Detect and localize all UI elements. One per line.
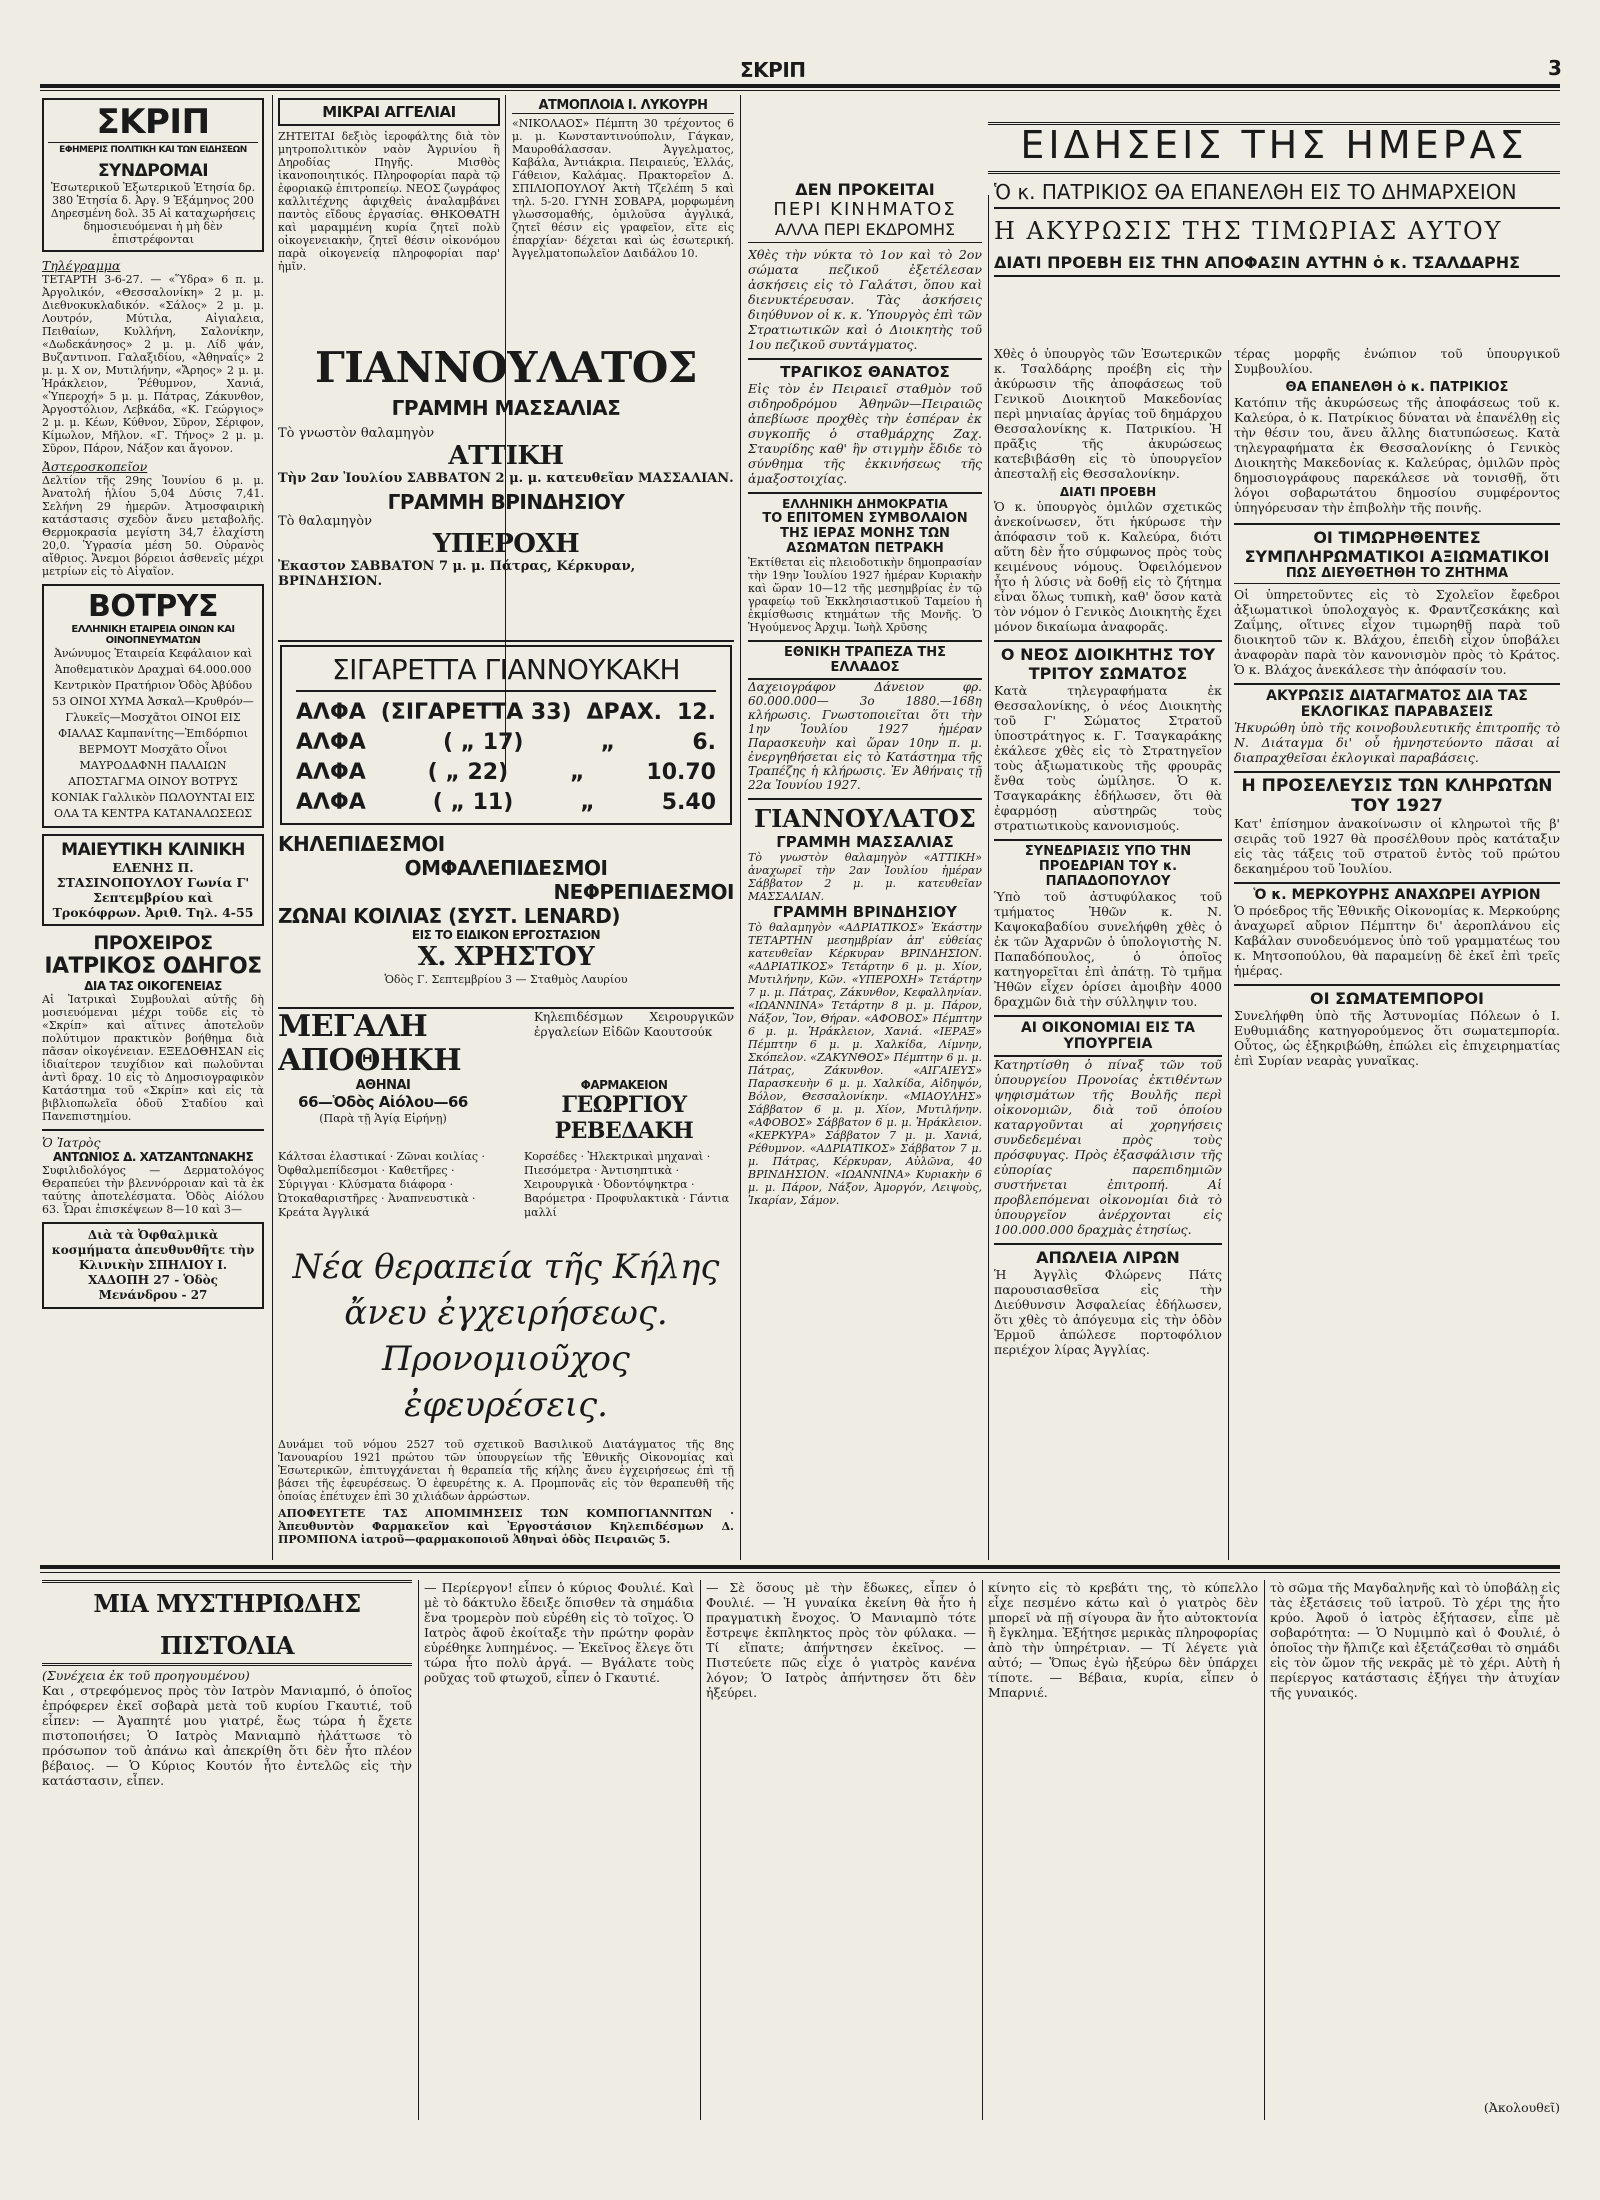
astro-head: Ἀστεροσκοπεῖον (42, 459, 148, 474)
patrikios-headlines (994, 180, 1560, 345)
cure-footer: ΑΠΟΦΕΥΓΕΤΕ ΤΑΣ ΑΠΟΜΙΜΗΣΕΙΣ ΤΩΝ ΚΟΜΠΟΓΙΑΝΝΙΤΩΝ · Ἀπευθυντὸν Φαρμακεῖον καὶ Ἐργοστάσιον Κηλεπιδέσμων Δ. ΠΡΟΜΠΟΝΑ ἰατροῦ—φαρμακοποιοῦ Ἀθηναὶ ὁδὸς Πειραιῶς 5. (278, 1507, 734, 1546)
store-lists (278, 1150, 734, 1220)
col-rule (272, 95, 273, 1560)
cig-unit: „ (580, 790, 595, 815)
c7-h5: Ὁ κ. ΜΕΡΚΟΥΡΗΣ ΑΝΑΧΩΡΕΙ ΑΥΡΙΟΝ (1234, 882, 1560, 903)
c5-h2: ΠΕΡΙ ΚΙΝΗΜΑΤΟΣ (773, 199, 957, 220)
store-ad (278, 1010, 734, 1560)
c5-h4: ΤΡΑΓΙΚΟΣ ΘΑΝΑΤΟΣ (748, 358, 982, 381)
c6-h6: Ο ΝΕΟΣ ΔΙΟΙΚΗΤΗΣ ΤΟΥ ΤΡΙΤΟΥ ΣΩΜΑΤΟΣ (994, 640, 1222, 683)
doctor-head: Ὁ Ἰατρὸς (42, 1135, 101, 1150)
cig-price: 12. (676, 700, 716, 725)
c7-t4: Ὁ πρόεδρος τῆς Ἐθνικῆς Οἰκονομίας κ. Μερκούρης ἀναχωρεῖ αὔριον Πέμπτην δι' ἀεροπλάνου εἰς Καβάλαν συνοδευόμενος ὑπὸ τοῦ γραμματέως του κ. Μητσοπούλου, θὰ παραμείνῃ δὲ ἐκεῖ ἐπὶ τρεῖς ἡμέρας. (1234, 903, 1560, 978)
page-number: 3 (1548, 56, 1562, 80)
guide-title2: ΙΑΤΡΙΚΟΣ ΟΔΗΓΟΣ (44, 954, 262, 979)
serial-c5: τὸ σῶμα τῆς Μαγδαληνῆς καὶ τὸ ὑποβάλῃ εἰς τὰς ἐξετάσεις τοῦ ἰατροῦ. Τὸ χέρι της ἦτο κρύο. Ἀφοῦ ὁ ἰατρὸς ἐξήτασεν, εἶπε μὲ σοβαρότητα: — Ὁ Νυμιμπὸ καὶ ὁ Φουλιέ, ὁ ὁποῖος τὴν ἤλπιζε καὶ ἐξετάζεσθαι τὸ σημάδι εἰς τὸν ὤμον τῆς νεκρᾶς μὲ τὸ χέρι. Αὐτὴ ἡ περίεργος κατάστασις ἐξήγει τὴν ἀτυχίαν τῆς γυναικός. (1270, 1580, 1560, 1700)
cig-price: 5.40 (661, 790, 716, 815)
astro-text: Δελτίον τῆς 29ης Ἰουνίου 6 μ. μ. Ἀνατολή ἡλίου 5,04 Δύσις 7,41. Σελήνη 29 ἡμερῶν. Ἀτμοσφαιρικὴ κατάστασις σχεδὸν ἄνευ μεταβολῆς. Θερμοκρασία μεγίστη 34,7 ἐλαχίστη 20,0. Ὑγρασία μέση 50. Οὐρανὸς αἴθριος. Ἄνεμοι βόρειοι ἀσθενεῖς μέχρι μετρίων εἰς τὸ Αἰγαῖον. (42, 474, 264, 578)
serial-c3: — Σὲ ὅσους μὲ τὴν ἔδωκες, εἶπεν ὁ Φουλιέ. — Ἡ γυναίκα ἐκείνη θὰ ἦτο ἡ πραγματικὴ ἔνοχος. Ὁ Μανιαμπὸ τότε ἔστρεψε ἐκπληκτος πρὸς τὸν φύλακα. — Τί εἴπατε; ἀπήντησεν ἐκεῖνος. — Πιστεύετε πῶς εἶχε ὁ γιατρὸς κανένα λόγον; Ὁ Ιατρὸς ἀπήντησεν ὅτι δὲν ἠξεύρει. (706, 1580, 976, 1700)
col-rule (982, 1580, 983, 2120)
weather-text: ΤΕΤΑΡΤΗ 3-6-27. — «Ὕδρα» 6 π. μ. Ἀργολικόν, «Θεσσαλονίκη» 2 μ. μ. Διεθνοκυκλαδικόν. «Σάλος» 2 μ. μ. Λουτρόν, Μύτιλα, Αἰγιαλεια, Πειθαίων, Κυλλήνη, Σαλονίκην, «Δωδεκάνησος» 2 μ. μ. Λίδ ψάν, Βυζαντινοπ. Γαλαξιδίου, «Ἀθηναΐς» 2 μ. μ. Χ ον, Μυτιλήνην, «Ἄρηος» 2 μ. μ. Ἡράκλειον, Ῥέθυμνον, Χανιά, «Ὑπεροχή» 5 μ. μ. Πάτρας, Ζάκυνθον, Ἀργοστόλιον, Λεβκάδα, «Κ. Γεώργιος» 2 μ. μ. Κέων, Κύθνον, Σῦρον, Σέριφον, Κίμωλον, Μῆλον. «Γ. Τήνος» 2 μ. μ. Σῦρον, Πάρον, Νάξον και ἄγονον. (42, 273, 264, 455)
c5-g-line2: ΓΡΑΜΜΗ ΒΡΙΝΔΗΣΙΟΥ (773, 903, 957, 921)
cig-name: ΑΛΦΑ (296, 730, 366, 755)
doctor-text: Συφιλιδολόγος — Δερματολόγος Θεραπεύει τὴν βλεννόρροιαν καὶ τὰ ἐκ ταύτης ἀποτελέσματα. Ὁδὸς Αἰόλου 63. Ὧραι ἐπισκέψεων 8—10 καὶ 3— (42, 1164, 264, 1216)
belts-l1: ΚΗΛΕΠΙΔΕΣΜΟΙ (278, 832, 445, 856)
serial-c4: κίνητο εἰς τὸ κρεβάτι της, τὸ κύπελλο εἶχε πεσμένο κάτω καὶ ὁ γιατρὸς δὲν μπορεῖ νὰ πῇ σίγουρα ἂν ἦτο αὐτοκτονία ἢ ἔγκλημα. Ἐξήτησε μερικὰς πληροφορίας ἀπὸ τὴν ὑπηρέτριαν. — Τί λέγετε γιὰ αὐτό; — Ὅπως ἐγὼ ἠξεύρω δὲν ὑπάρχει τίποτε. — Βέβαια, κυρία, εἶπεν ὁ Μπαρνιέ. (988, 1580, 1258, 1700)
cig-row (296, 758, 716, 788)
store-pharm-name: ΓΕΩΡΓΙΟΥ ΡΕΒΕΔΑΚΗ (554, 1092, 694, 1144)
news-banner (748, 110, 1560, 180)
c5-t1: Χθὲς τὴν νύκτα τὸ 1ον καὶ τὸ 2ον σώματα πεζικοῦ ἐξετέλεσαν ἀσκήσεις εἰς τὸ Γαλάτσι, ὅπου καὶ διενυκτέρευσαν. Τὰς ἀσκήσεις διηύθυνον οἱ κ. κ. Ὑπουργὸς ἐπὶ τῶν Στρατιωτικῶν καὶ ὁ Διοικητὴς τοῦ 1ου πεζικοῦ συντάγματος. (748, 247, 982, 352)
belts-l5: ΕΙΣ ΤΟ ΕΙΔΙΚΟΝ ΕΡΓΟΣΤΑΣΙΟΝ (411, 928, 601, 942)
col3 (512, 98, 734, 338)
c5-g-title: ΓΙΑΝΝΟΥΛΑΤΟΣ (748, 798, 982, 833)
cig-count: ( „ 11) (432, 790, 514, 815)
belts-l6: Χ. ΧΡΗΣΤΟΥ (417, 942, 595, 972)
page-header (0, 50, 1600, 100)
small-ads-title: ΜΙΚΡΑΙ ΑΓΓΕΛΙΑΙ (278, 98, 500, 126)
serial-col1 (42, 1668, 412, 2118)
belts-l3: ΝΕΦΡΕΠΙΔΕΣΜΟΙ (553, 880, 734, 904)
clinic-ad (42, 834, 264, 926)
gian-text1: Τὸ γνωστὸν θαλαμηγὸν (278, 426, 435, 441)
gian-text2: Τὴν 2αν Ἰουλίου ΣΑΒΒΑΤΟΝ 2 μ. μ. κατευθεῖαν ΜΑΣΣΑΛΙΑΝ. (278, 471, 734, 486)
c6-h4: ΔΙΑΤΙ ΠΡΟΕΒΗ (1059, 485, 1157, 499)
gian-title: ΓΙΑΝΝΟΥΛΑΤΟΣ (314, 343, 698, 392)
c5-h3: ΑΛΛΑ ΠΕΡΙ ΕΚΔΡΟΜΗΣ (748, 220, 982, 243)
subs-title: ΣΥΝΔΡΟΜΑΙ (97, 161, 209, 181)
guide-title1: ΠΡΟΧΕΙΡΟΣ (93, 932, 213, 954)
small-ads-text: ΖΗΤΕΙΤΑΙ δεξιὸς ἱεροφάλτης διὰ τὸν μητροπολιτικὸν ναὸν Ἀγρινίου ἢ Δηροδίας Πηγῆς. Μισθὸς ἱκανοποιητικός. Πληροφορίαι παρὰ τῷ ἐφοριακῷ ἐπιτροπείῳ. ΝΕΟΣ ζωγράφος καλλιτέχνης ἀφιχθεὶς ἀναλαμβάνει παντὸς εἴδους ἐργασίας. ΘΗΚΟΘΑΤΗ καὶ μαραμμένη κυρία ζητεῖ πολὺ οἰκογενειακὴν, ζητεῖ θέσιν οἰκονόμου παρὰ οἰκογενείᾳ πληροφορίαι παρ' ἡμῖν. (278, 130, 500, 273)
store-pharm-block (514, 1078, 734, 1144)
guide-title3: ΔΙΑ ΤΑΣ ΟΙΚΟΓΕΝΕΙΑΣ (84, 979, 222, 993)
col-rule (700, 1580, 701, 2120)
c6-t5: Κατὰ τηλεγραφήματα ἐκ Θεσσαλονίκης, ὁ νέος Διοικητὴς τοῦ Γ' Σώματος Στρατοῦ ὑποστράτηγος κ. Γ. Τσαγκαράκης ἐκάλεσε χθὲς εἰς τὸ Στρατηγεῖον τοὺς ἀξιωματικοὺς τῆς φρουρᾶς ἔνθα τοὺς ὡμίλησε. Ὁ κ. Τσαγκαράκης ἐδήλωσεν, ὅτι θὰ ἐφαρμόσῃ αὐστηρῶς τοὺς στρατιωτικοὺς κανονισμούς. (994, 683, 1222, 833)
cig-count: (ΣΙΓΑΡΕΤΤΑ 33) (380, 700, 572, 725)
cig-row (296, 698, 716, 728)
c6-h8: ΑΙ ΟΙΚΟΝΟΜΙΑΙ ΕΙΣ ΤΑ ΥΠΟΥΡΓΕΙΑ (994, 1015, 1222, 1057)
chemist-ad (42, 1222, 264, 1309)
c7-h2: ΠΩΣ ΔΙΕΥΘΕΤΗΘΗ ΤΟ ΖΗΤΗΜΑ (1234, 566, 1560, 584)
serial-banner (42, 1580, 412, 1666)
gian-ship1: ΑΤΤΙΚΗ (448, 441, 564, 471)
belts-l7: Ὁδὸς Γ. Σεπτεμβρίου 3 — Σταθμὸς Λαυρίου (384, 973, 628, 986)
gian-text3: Τὸ θαλαμηγὸν (278, 514, 372, 529)
logo: ΣΚΡΙΠ (96, 102, 210, 142)
steamship-title: ΑΤΜΟΠΛΟΪΑ Ι. ΛΥΚΟΥΡΗ (512, 98, 734, 114)
store-big: ΜΕΓΑΛΗ ΑΠΟΘΗΚΗ (278, 1010, 462, 1078)
c6-h1: Ὁ κ. ΠΑΤΡΙΚΙΟΣ ΘΑ ΕΠΑΝΕΛΘΗ ΕΙΣ ΤΟ ΔΗΜΑΡΧΕΙΟΝ (994, 180, 1560, 209)
cig-count: ( „ 17) (442, 730, 524, 755)
c6-h2: Η ΑΚΥΡΩΣΙΣ ΤΗΣ ΤΙΜΩΡΙΑΣ ΑΥΤΟΥ (994, 217, 1503, 245)
cig-price: 10.70 (646, 760, 716, 785)
c5-h1: ΔΕΝ ΠΡΟΚΕΙΤΑΙ (795, 180, 935, 199)
clinic-title: ΜΑΙΕΥΤΙΚΗ ΚΛΙΝΙΚΗ (61, 840, 245, 860)
c7-t2: Ἠκυρώθη ὑπὸ τῆς κοινοβουλευτικῆς ἐπιτροπῆς τὸ Ν. Διάταγμα δι' οὗ ἠμνηστεύοντο πᾶσαι αἱ διαπραχθεῖσαι ἐκλογικαὶ παραβάσεις. (1234, 720, 1560, 765)
store-desc: Κηλεπιδέσμων Χειρουργικῶν ἐργαλείων Εἰδῶν Καουτσούκ (534, 1010, 734, 1039)
belts-l2: ΟΜΦΑΛΕΠΙΔΕΣΜΟΙ (404, 856, 608, 880)
c6-h7: ΣΥΝΕΔΡΙΑΣΙΣ ΥΠΟ ΤΗΝ ΠΡΟΕΔΡΙΑΝ ΤΟΥ κ. ΠΑΠΑΔΟΠΟΥΛΟΥ (994, 839, 1222, 889)
col-rule (988, 195, 989, 1560)
cig-name: ΑΛΦΑ (296, 790, 366, 815)
c7-h4: Η ΠΡΟΣΕΛΕΥΣΙΣ ΤΩΝ ΚΛΗΡΩΤΩΝ ΤΟΥ 1927 (1234, 771, 1560, 816)
c5-g-t1: Τὸ γνωστὸν θαλαμηγὸν «ΑΤΤΙΚΗ» ἀναχωρεῖ τὴν 2αν Ἰουλίου ἡμέραν Σάββατον 2 μ. μ. κατευθεῖαν ΜΑΣΣΑΛΙΑΝ. (748, 851, 982, 903)
banner-title: ΕΙΔΗΣΕΙΣ ΤΗΣ ΗΜΕΡΑΣ (1020, 123, 1528, 167)
store-city: ΑΘΗΝΑΙ (355, 1078, 411, 1093)
c6-t2: Ὁ κ. ὑπουργὸς ὁμιλῶν σχετικῶς ἀνεκοίνωσεν, ὅτι ἡκύρωσε τὴν ἀπόφασιν τοῦ κ. Καλεύρα, διότι αὕτη δὲν ἦτο σύμφωνος πρὸς τοὺς κειμένους νόμους. Ὀφειλόμενον ἦτο ἡ λύσις νὰ δοθῇ εἰς τὸ ζήτημα εἶναι ὅλως τυπικὴ, καθ' ὅσον κατὰ τὸν νόμον ὁ Γενικὸς Διοικητὴς ἔχει μόνον δικαίωμα ἀναφορᾶς. (994, 499, 1222, 634)
store-pharm: ΦΑΡΜΑΚΕΙΟΝ (580, 1078, 668, 1092)
store-subheader (278, 1078, 734, 1144)
doctor-ad (42, 1129, 264, 1216)
c6-h5: ΘΑ ΕΠΑΝΕΛΘΗ ὁ κ. ΠΑΤΡΙΚΙΟΣ (1285, 380, 1509, 395)
serial-cont: (Συνέχεια ἐκ τοῦ προηγουμένου) (42, 1668, 250, 1683)
c6-t3: τέρας μορφῆς ἐνώπιον τοῦ ὑπουργικοῦ Συμβουλίου. (1234, 346, 1560, 376)
c6-t6: Ὑπὸ τοῦ ἀστυφύλακος τοῦ τμήματος Ἠθῶν κ. Ν. Καψοκαβαδίου συνελήφθη χθὲς ὁ ἐκ τῶν Ἀχαρνῶν ὁ ὑπολογιστὴς Ν. Παπαδόπουλος, ὁ ὁποῖος κατηγορεῖται ἐπὶ ἀπάτῃ. Τὸ τμῆμα Ἠθῶν εἶχεν ὁρίσει ἀμοιβὴν 4000 δραχμῶν διὰ τὴν σύλληψιν του. (994, 889, 1222, 1009)
col5 (748, 180, 982, 1560)
c7-h6: ΟΙ ΣΩΜΑΤΕΜΠΟΡΟΙ (1234, 984, 1560, 1008)
guide-text: Αἱ Ἰατρικαὶ Συμβουλαὶ αὐτῆς δὴ μοσιευόμεναι μέχρι τοῦδε εἰς τὸ «Σκρίπ» καὶ αἵτινες ἀποτελοῦν πολύτιμον πρακτικὸν βοήθημα διὰ πᾶσαν οἰκογένειαν. ΕΞΕΔΟΘΗΣΑΝ εἰς ἰδιαίτερον τευχίδιον καὶ πωλοῦνται ἀντὶ δραχ. 10 εἰς τὸ Δημοσιογραφικὸν Κατάστημα τοῦ «Σκρίπ» καὶ εἰς τὰ βιβλιοπωλεῖα ὁδοῦ Σταδίου καὶ Πανεπιστημίου. (42, 993, 264, 1123)
col6 (994, 180, 1222, 1560)
cig-price: 6. (692, 730, 716, 755)
belts-l4: ΖΩΝΑΙ ΚΟΙΛΙΑΣ (ΣΥΣΤ. LENARD) (278, 904, 621, 928)
serial-rule (40, 1565, 1560, 1569)
serial-c1: Και , στρεφόμενος πρὸς τὸν Ιατρὸν Μανιαμπό, ὁ ὁποῖος ἐπρόφερεν ἐκεῖ σοβαρὰ μετὰ τοῦ κυρίου Γκαυτιέ, τοῦ εἶπεν: — Ἀγαπητέ μου γιατρέ, ἔως τώρα ἡ ἔχετε πιστοποιήσει; Ὁ Ιατρὸς Μανιαμπὸ ἠλάττωσε τὸ πρόσωπον τοῦ ἀπάνω καὶ ἀπεκρίθη ὅτι δὲν ἦτο πλέον βέβαιος. — Ὁ Κύριος Κουτόν ἦτο ἐντελῶς εἰς τὴν κατάστασιν, εἶπεν. (42, 1683, 412, 1788)
botrys-title: ΒΟΤΡΥΣ (87, 589, 219, 624)
giannoulatos-ad (278, 340, 734, 642)
serial-col2 (424, 1580, 694, 2120)
cig-title: ΣΙΓΑΡΕΤΤΑ ΓΙΑΝΝΟΥΚΑΚΗ (296, 653, 716, 692)
cig-name: ΑΛΦΑ (296, 760, 366, 785)
c6-h9: ΑΠΩΛΕΙΑ ΛΙΡΩΝ (994, 1243, 1222, 1267)
c6-t7: Κατηρτίσθη ὁ πίναξ τῶν τοῦ ὑπουργείου Προνοίας ἐκτιθέντων ψηφισμάτων τῆς Βουλῆς περὶ οἰκονομιῶν, διὰ τοῦ ὁποίου καταργοῦνται αἱ χορηγήσεις συνδεδεμέναι πρὸς τοὺς πρόσφυγας. Πρὸς ἐξασφάλισιν τῆς εὐπορίας παρεπιδημιῶν συστήνεται ἐπιτροπή. Αἱ προβλεπόμεναι οἰκονομίαι διὰ τὸ ὑπουργεῖον ἀνέρχονται εἰς 100.000.000 δραχμὰς ἐτησίως. (994, 1057, 1222, 1237)
cig-unit: „ (570, 760, 585, 785)
continued-note: (Ἀκολουθεῖ) (1483, 2100, 1560, 2115)
store-list-left: Κάλτσαι ἐλαστικαί · Ζῶναι κοιλίας · Ὀφθαλμεπίδεσμοι · Καθετῆρες · Σύριγγαι · Κλύσματα διάφορα · Ὠτοκαθαριστῆρες · Ἀναπνευστικὰ · Κρεάτα Ἀγγλικά (278, 1150, 485, 1219)
botrys-sub: ΕΛΛΗΝΙΚΗ ΕΤΑΙΡΕΙΑ ΟΙΝΩΝ ΚΑΙ ΟΙΝΟΠΝΕΥΜΑΤΩΝ (71, 624, 235, 646)
header-rule-thin (40, 90, 1560, 91)
c5-h7: ΕΘΝΙΚΗ ΤΡΑΠΕΖΑ ΤΗΣ ΕΛΛΑΔΟΣ (748, 640, 982, 680)
store-address-block (278, 1078, 488, 1144)
store-header (278, 1010, 734, 1078)
clinic-text: ΕΛΕΝΗΣ Π. ΣΤΑΣΙΝΟΠΟΥΛΟΥ Γωνία Γ' Σεπτεμβρίου καὶ Τροκόφρων. Ἀριθ. Τηλ. 4-55 (52, 860, 254, 920)
col-rule (418, 1580, 419, 2120)
doctor-name: ΑΝΤΩΝΙΟΣ Δ. ΧΑΤΖΑΝΤΩΝΑΚΗΣ (52, 1150, 254, 1164)
masthead-name: ΣΚΡΙΠ (740, 58, 806, 82)
c6-t1: Χθὲς ὁ ὑπουργὸς τῶν Ἐσωτερικῶν κ. Τσαλδάρης προέβη εἰς τὴν ἀκύρωσιν τῆς ἀποφάσεως τοῦ Γενικοῦ Διοικητοῦ Μακεδονίας περὶ μηνιαίας ἀργίας τοῦ δημάρχου Θεσσαλονίκης κ. Πατρικίου. Ἡ πρᾶξις τῆς ἀκυρώσεως κατεβιβάσθη εἰς τὸ ὑπουργεῖον ἀπεσταλῇ εἰς Θεσσαλονίκην. (994, 346, 1222, 481)
c6-t8: Ἡ Ἀγγλὶς Φλώρενς Πάτς παρουσιασθεῖσα εἰς τὴν Διεύθυνσιν Ἀσφαλείας ἐδήλωσεν, ὅτι χθὲς τὸ ἀπόγευμα εἰς τὴν ὁδὸν Ἐρμοῦ ἀπώλεσε πορτοφόλιον περιέχον λίρας Ἀγγλίας. (994, 1267, 1222, 1357)
c7-t3: Κατ' ἐπίσημον ἀνακοίνωσιν οἱ κληρωτοὶ τῆς β' σειρᾶς τοῦ 1927 θὰ προσέλθουν πρὸς κατάταξιν εἰς τὰς τάξεις τοῦ στρατοῦ ἐντὸς τοῦ πρώτου δεκαημέρου τοῦ Ἰουλίου. (1234, 816, 1560, 876)
store-list-right: Κορσέδες · Ἠλεκτρικαὶ μηχαναὶ · Πιεσόμετρα · Ἀντισηπτικὰ · Χειρουργικὰ · Ὀδοντόψηκτρα · Βαρόμετρα · Προφυλακτικὰ · Γάντια μαλλί (524, 1150, 730, 1219)
guide-ad (42, 932, 264, 1123)
subs-text: Ἐσωτερικοῦ Ἐξωτερικοῦ Ἐτησία δρ. 380 Ἐτησία δ. Ἀργ. 9 Ἑξάμηνος 200 Δηρεσμένη δολ. 35 Αἱ καταχωρήσεις δημοσιευόμεναι ἡ μὴ δὲν ἐπιστρέφονται (50, 181, 256, 246)
steamship-text: «ΝΙΚΟΛΑΟΣ» Πέμπτη 30 τρέχοντος 6 μ. μ. Κωνσταντινούπολιν, Γάγκαν, Μαυροθάλασσαν. Ἀγγελματος, Καβάλα, Ἀντιάκρια. Πειραιεύς, Ἑλλάς, Γάθειον, Καλάμας. Πρακτορεῖον Δ. ΣΠΙΛΙΟΠΟΥΛΟΥ Ἀκτὴ Τζελέπη 5 καὶ τηλ. 5-20. ΓΥΝΗ ΣΟΒΑΡΑ, μορφωμένη γλωσσομαθής, ὁμιλοῦσα ἀγγλικά, ζητεῖ θέσιν εἰς γραφεῖον, εἴτε εἰς ἐπαρχίαν· δέχεται καὶ ὡς ἐσωτερική. Ἀγγελματοπωλεῖον Δαιδάλου 10. (512, 117, 734, 260)
cig-unit: „ (600, 730, 616, 755)
c5-h5: ΕΛΛΗΝΙΚΗ ΔΗΜΟΚΡΑΤΙΑ (748, 492, 982, 511)
chemist-text: Διὰ τὰ Ὀφθαλμικὰ κοσμήματα ἀπευθυνθῆτε τὴν Κλινικὴν ΣΠΗΛΙΟΥ Ι. ΧΑΔΟΠΗ 27 - Ὁδὸς Μενάνδρου - 27 (51, 1228, 255, 1302)
cure-block (278, 1244, 734, 1428)
belts-ad (278, 832, 734, 1009)
c5-t2: Εἰς τὸν ἐν Πειραιεῖ σταθμὸν τοῦ σιδηροδρόμου Ἀθηνῶν—Πειραιῶς ἀπεβίωσε προχθὲς τὴν ἑσπέραν ἐκ συγκοπῆς ὁ σταθμάρχης Ζαχ. Σταυρίδης καθ' ἣν στιγμὴν ἔδιδε τὸ σύνθημα τῆς ἐκκινήσεως τῆς ἁμαξοστοιχίας. (748, 381, 982, 486)
c5-t3: Ἐκτίθεται εἰς πλειοδοτικὴν δημοπρασίαν τὴν 19ην Ἰουλίου 1927 ἡμέραν Κυριακὴν καὶ ὥραν 10—12 τῆς μεσημβρίας ἐν τῷ γραφείῳ τοῦ Ἐκκλησιαστικοῦ Ταμείου ἡ ἐκμίσθωσις κτημάτων τῆς Μονῆς. Ὁ Ἡγούμενος Ἀρχιμ. Ἰωὴλ Χρῦσης (748, 556, 982, 634)
serial-col4 (988, 1580, 1258, 2120)
c6-t4: Κατόπιν τῆς ἀκυρώσεως τῆς ἀποφάσεως τοῦ κ. Καλεύρα, ὁ κ. Πατρίκιος δύναται νὰ ἐπανέλθῃ εἰς τὴν θέσιν του, ἄνευ ἄλλης διατυπώσεως. Κατὰ τηλεγραφήματα ἐκ Θεσσαλονίκης ὁ Γενικὸς Διοικητὴς Μακεδονίας κ. Καλεύρας, ὁμιλῶν πρὸς δημοσιογράφους παρεκάλεσε νὰ τονισθῇ, ὅτι λόγοι σοβαρωτάτου δημοσίου συμφέροντος ὑπηγόρευσαν τὴν ἐπιβολὴν τῆς ποινῆς. (1234, 395, 1560, 515)
cig-row (296, 788, 716, 818)
col-rule (1228, 360, 1229, 1560)
serial-c2: — Περίεργον! εἶπεν ὁ κύριος Φουλιέ. Καὶ μὲ τὸ δάκτυλο ἔδειξε ὅπισθεν τὰ σημάδια ἔνα τρομερὸν ποὺ εὑρέθη εἰς τὸ τοῖχος. Ὁ Ιατρὸς ἄφοῦ ἐκοίταξε τὴν πρώτην φορὰν εὑρέθηκε λυπημένος. — Ἐκεῖνος ἔλεγε ὅτι τώρα ἦτο πολὺ ἀργά. — Βγάλατε τοὺς ροῦχας τοῦ φτωχοῦ, εἶπεν ὁ Γκαυτιέ. (424, 1580, 694, 1685)
cure1: Νέα θεραπεία τῆς Κήλης (292, 1247, 720, 1287)
cig-name: ΑΛΦΑ (296, 700, 366, 725)
gian-text4: Ἐκαστον ΣΑΒΒΑΤΟΝ 7 μ. μ. Πάτρας, Κέρκυραν, ΒΡΙΝΔΗΣΙΟΝ. (278, 559, 636, 589)
col-rule (1264, 1580, 1265, 2120)
c7-t5: Συνελήφθη ὑπὸ τῆς Ἀστυνομίας Πόλεων ὁ Ι. Ευθυμιάδης κατηγορούμενος ὅτι σωματεμπορία. Οὗτος, ὡς ἐξηκριβώθη, ἐπώλει εἰς ἐπιχειρηματίας ἐπὶ Συρίαν νεαρὰς γυναῖκας. (1234, 1008, 1560, 1068)
botrys-text: Ἀνώνυμος Ἑταιρεία Κεφάλαιον καὶ Ἀποθεματικὸν Δραχμαὶ 64.000.000 Κεντρικὸν Πρατήριον Ὁδὸς Ἀβύδου 53 ΟΙΝΟΙ ΧΥΜΑ Ἀσκαλ—Κρυθρόν—Γλυκεῖς—Μοσχᾶτοι ΟΙΝΟΙ ΕΙΣ ΦΙΑΛΑΣ Καμπανίτης—Ἐπιδόρπιοι ΒΕΡΜΟΥΤ Μοσχᾶτο Οἶνοι ΜΑΥΡΟΔΑΦΝΗ ΠΑΛΑΙΩΝ ΑΠΟΣΤΑΓΜΑ ΟΙΝΟΥ ΒΟΤΡΥΣ ΚΟΝΙΑΚ Γαλλικὸν ΠΩΛΟΥΝΤΑΙ ΕΙΣ ΟΛΑ ΤΑ ΚΕΝΤΡΑ ΚΑΤΑΝΑΛΩΣΕΩΣ (51, 647, 255, 820)
store-addr: 66—Ὁδὸς Αἰόλου—66 (298, 1093, 468, 1111)
c6-h3: ΔΙΑΤΙ ΠΡΟΕΒΗ ΕΙΣ ΤΗΝ ΑΠΟΦΑΣΙΝ ΑΥΤΗΝ ὁ κ. ΤΣΑΛΔΑΡΗΣ (994, 253, 1560, 277)
c7-t1: Οἱ ὑπηρετοῦντες εἰς τὸ Σχολεῖον ἔφεδροι ἀξιωματικοὶ ὑπολοχαγὸς κ. Φραντζεσκάκης καὶ Ζαΐμης, οἵτινες εἶχον τιμωρηθῇ παρὰ τοῦ διοικητοῦ τῶν κ. Βλάχου, ἐπειδὴ εἶχον ὑποβάλει ἀναφορὰν παρὰ τὸν κανονισμὸν πρὸς τὸ Κράτος. Ὁ κ. Βλάχος ἀνεκάλεσε τὴν ἀπόφασίν του. (1234, 587, 1560, 677)
masthead-sub: ΕΦΗΜΕΡΙΣ ΠΟΛΙΤΙΚΗ ΚΑΙ ΤΩΝ ΕΙΔΗΣΕΩΝ (48, 142, 258, 155)
serial-col3 (706, 1580, 976, 2120)
cig-unit: ΔΡΑΧ. (586, 700, 663, 725)
gian-ship2: ΥΠΕΡΟΧΗ (432, 529, 580, 559)
c7-h3: ΑΚΥΡΩΣΙΣ ΔΙΑΤΑΓΜΑΤΟΣ ΔΙΑ ΤΑΣ ΕΚΛΟΓΙΚΑΣ ΠΑΡΑΒΑΣΕΙΣ (1234, 683, 1560, 720)
c5-t4: Δαχειογράφον Δάνειον φρ. 60.000.000— 3ο 1880.—168η κλήρωσις. Γνωστοποιεῖται ὅτι τὴν 1ην Ἰουλίου 1927 ἡμέραν Παρασκευὴν καὶ ὥραν 10ην π. μ. ἐνεργηθήσεται εἰς τὸ Κατάστημα τῆς Τραπέζης ἡ κλήρωσις. Ἐν Ἀθήναις τῇ 22α Ἰουνίου 1927. (748, 680, 982, 792)
col7 (1234, 346, 1560, 1560)
cure2: ἄνευ ἐγχειρήσεως. (344, 1293, 668, 1333)
c5-h6: ΤΟ ΕΠΙΤΟΜΕΝ ΣΥΜΒΟΛΑΙΟΝ ΤΗΣ ΙΕΡΑΣ ΜΟΝΗΣ ΤΩΝ ΑΣΩΜΑΤΩΝ ΠΕΤΡΑΚΗ (762, 511, 968, 556)
cure3: Προνομιοῦχος ἐφευρέσεις. (382, 1339, 630, 1425)
serial-title: ΜΙΑ ΜΥΣΤΗΡΙΩΔΗΣ ΠΙΣΤΟΛΙΑ (93, 1589, 361, 1660)
header-rule (40, 84, 1560, 88)
serial-rule-thin (40, 1572, 1560, 1573)
store-addr2: (Παρὰ τῇ Ἁγίᾳ Εἰρήνῃ) (319, 1112, 447, 1125)
masthead-box (42, 98, 264, 252)
c5-g-line1: ΓΡΑΜΜΗ ΜΑΣΣΑΛΙΑΣ (776, 833, 954, 851)
col-rule (740, 95, 741, 1560)
c7-h1: ΟΙ ΤΙΜΩΡΗΘΕΝΤΕΣ ΣΥΜΠΛΗΡΩΜΑΤΙΚΟΙ ΑΞΙΩΜΑΤΙΚΟΙ (1234, 523, 1560, 566)
cig-count: ( „ 22) (427, 760, 509, 785)
serial-col5 (1270, 1580, 1560, 2100)
gian-line2: ΓΡΑΜΜΗ ΒΡΙΝΔΗΣΙΟΥ (387, 490, 625, 514)
gian-line1: ΓΡΑΜΜΗ ΜΑΣΣΑΛΙΑΣ (391, 396, 621, 420)
cure-text: Δυνάμει τοῦ νόμου 2527 τοῦ σχετικοῦ Βασιλικοῦ Διατάγματος τῆς 8ης Ἰανουαρίου 1921 πρώτου τῶν ὑπουργείων τῆς Ἐθνικῆς Οἰκονομίας καὶ Ἐσωτερικῶν, ἐπιτυγχάνεται ἡ θεραπεία τῆς κήλης ἄνευ ἐγχειρήσεως ἐπὶ τῇ βάσει τῆς ἐφευρέσεως. Ὁ ἐφευρέτης κ. Α. Προμπονᾶς εἰς τὸν θεραπευθῆ τῆς ὁποίας ἐπέτυχεν ἐπὶ 30 χιλιάδων ἀρρώστων. (278, 1438, 734, 1503)
weather-head: Τηλέγραμμα (42, 258, 121, 273)
col1 (42, 98, 264, 1563)
col2 (278, 98, 500, 338)
botrys-ad (42, 584, 264, 828)
cig-row (296, 728, 716, 758)
c5-g-t2: Τὸ θαλαμηγὸν «ΑΔΡΙΑΤΙΚΟΣ» Ἐκάστην ΤΕΤΑΡΤΗΝ μεσημβρίαν ἀπ' εὐθείας κατευθεῖαν Κέρκυραν ΒΡΙΝΔΗΣΙΟΝ. «ΑΔΡΙΑΤΙΚΟΣ» Τετάρτην 6 μ. μ. Χίον, Μυτιλήνην, Κῶν. «ΥΠΕΡΟΧΗ» Τετάρτην 7 μ. μ. Πάτρας, Ζάκυνθον, Κεφαλληνίαν. «ΙΩΑΝΝΙΝΑ» Τετάρτην 8 μ. μ. Πάρον, Νάξον, Ἴον, Θήραν. «ΑΦΟΒΟΣ» Πέμπτην 6 μ. μ. Ἡράκλειον, Χανιά. «ΙΕΡΑΞ» Πέμπτην 6 μ. μ. Χαλκίδα, Λίμνην, Σκόπελον. «ΖΑΚΥΝΘΟΣ» Πέμπτην 6 μ. μ. Πάτρας, Ζάκυνθον. «ΑΙΓΑΙΕΥΣ» Παρασκευὴν 6 μ. μ. Χαλκίδα, Αἰδηψόν, Βόλον, Θεσσαλονίκην. «ΜΙΑΟΥΛΗΣ» Σάββατον 6 μ. μ. Χίον, Μυτιλήνην. «ΑΦΟΒΟΣ» Σάββατον 6 μ. μ. Ἡράκλειον. «ΚΕΡΚΥΡΑ» Σάββατον 7 μ. μ. Χανιά, Ρέθυμνον. «ΑΔΡΙΑΤΙΚΟΣ» Σάββατον 7 μ. μ. Πάτρας, Κέρκυραν, Αὐλῶνα, 40 ΒΡΙΝΔΗΣΙΟΝ. «ΙΩΑΝΝΙΝΑ» Κυριακὴν 6 μ. μ. Πάρον, Νάξον, Ἀμοργόν, Λειψοὺς, Ἰκαρίαν, Σάμον. (748, 921, 982, 1207)
cigarette-ad (280, 645, 732, 825)
